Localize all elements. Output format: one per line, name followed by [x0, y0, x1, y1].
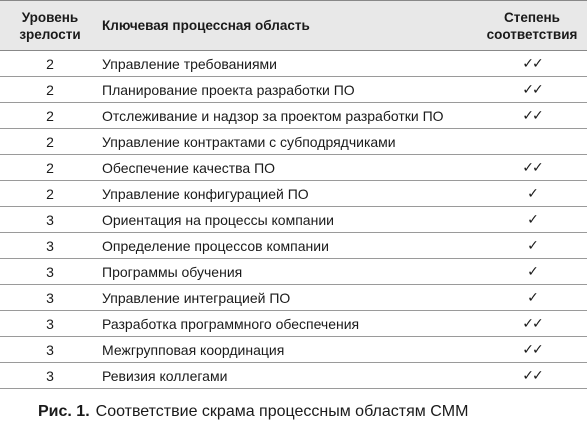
cell-area: Обеспечение качества ПО [100, 155, 477, 181]
cell-area: Отслеживание и надзор за проектом разработки ПО [100, 103, 477, 129]
cell-area: Разработка программного обеспечения [100, 311, 477, 337]
header-area: Ключевая процессная область [100, 1, 477, 51]
header-level [0, 1, 100, 51]
header-row [0, 1, 587, 51]
cell-match-checkmarks: ✓ [477, 259, 587, 285]
cell-level: 3 [0, 311, 100, 337]
cell-match-checkmarks: ✓ [477, 233, 587, 259]
table-row [0, 181, 587, 207]
table-header [0, 1, 587, 51]
header-match [477, 1, 587, 51]
table-row [0, 51, 587, 77]
cell-area: Управление требованиями [100, 51, 477, 77]
cell-area: Определение процессов компании [100, 233, 477, 259]
header-match-line2: соответствия [486, 26, 578, 42]
cell-level: 2 [0, 103, 100, 129]
cell-area: Управление интеграцией ПО [100, 285, 477, 311]
cell-level: 2 [0, 51, 100, 77]
cell-match-checkmarks: ✓✓ [477, 337, 587, 363]
cell-level: 3 [0, 285, 100, 311]
table-row [0, 233, 587, 259]
table-row [0, 259, 587, 285]
cell-level: 3 [0, 337, 100, 363]
cell-level: 3 [0, 363, 100, 389]
header-match-line1: Степень [504, 9, 560, 25]
cell-match-checkmarks: ✓ [477, 207, 587, 233]
header-level-line1: Уровень [21, 9, 79, 25]
cell-area: Ревизия коллегами [100, 363, 477, 389]
cell-area: Управление контрактами с субподрядчиками [100, 129, 477, 155]
caption-text: Соответствие скрама процессным областям CMM [95, 403, 469, 420]
cell-match-checkmarks: ✓ [477, 285, 587, 311]
cell-level: 3 [0, 233, 100, 259]
table-row [0, 103, 587, 129]
cell-level: 3 [0, 207, 100, 233]
table-row [0, 285, 587, 311]
figure-caption [38, 403, 468, 421]
cell-level: 2 [0, 129, 100, 155]
caption-label: Рис. 1. [38, 403, 90, 420]
cell-match-checkmarks: ✓✓ [477, 103, 587, 129]
cell-match-checkmarks: ✓✓ [477, 155, 587, 181]
table-row [0, 129, 587, 155]
table-row [0, 363, 587, 389]
cell-area: Планирование проекта разработки ПО [100, 77, 477, 103]
table-body [0, 51, 587, 389]
cell-match-checkmarks: ✓ [477, 181, 587, 207]
table-row [0, 155, 587, 181]
cell-match-checkmarks: ✓✓ [477, 311, 587, 337]
cell-level: 2 [0, 77, 100, 103]
table-row [0, 337, 587, 363]
cell-level: 2 [0, 181, 100, 207]
cell-area: Управление конфигурацией ПО [100, 181, 477, 207]
cell-area: Программы обучения [100, 259, 477, 285]
cell-match-checkmarks: ✓✓ [477, 363, 587, 389]
cell-match-checkmarks: ✓✓ [477, 77, 587, 103]
cell-area: Межгрупповая координация [100, 337, 477, 363]
header-level-line2: зрелости [19, 26, 81, 42]
cell-level: 2 [0, 155, 100, 181]
table-row [0, 77, 587, 103]
cell-match-checkmarks: ✓✓ [477, 51, 587, 77]
cell-area: Ориентация на процессы компании [100, 207, 477, 233]
table-row [0, 207, 587, 233]
cell-match-checkmarks [477, 129, 587, 155]
cell-level: 3 [0, 259, 100, 285]
table-row [0, 311, 587, 337]
